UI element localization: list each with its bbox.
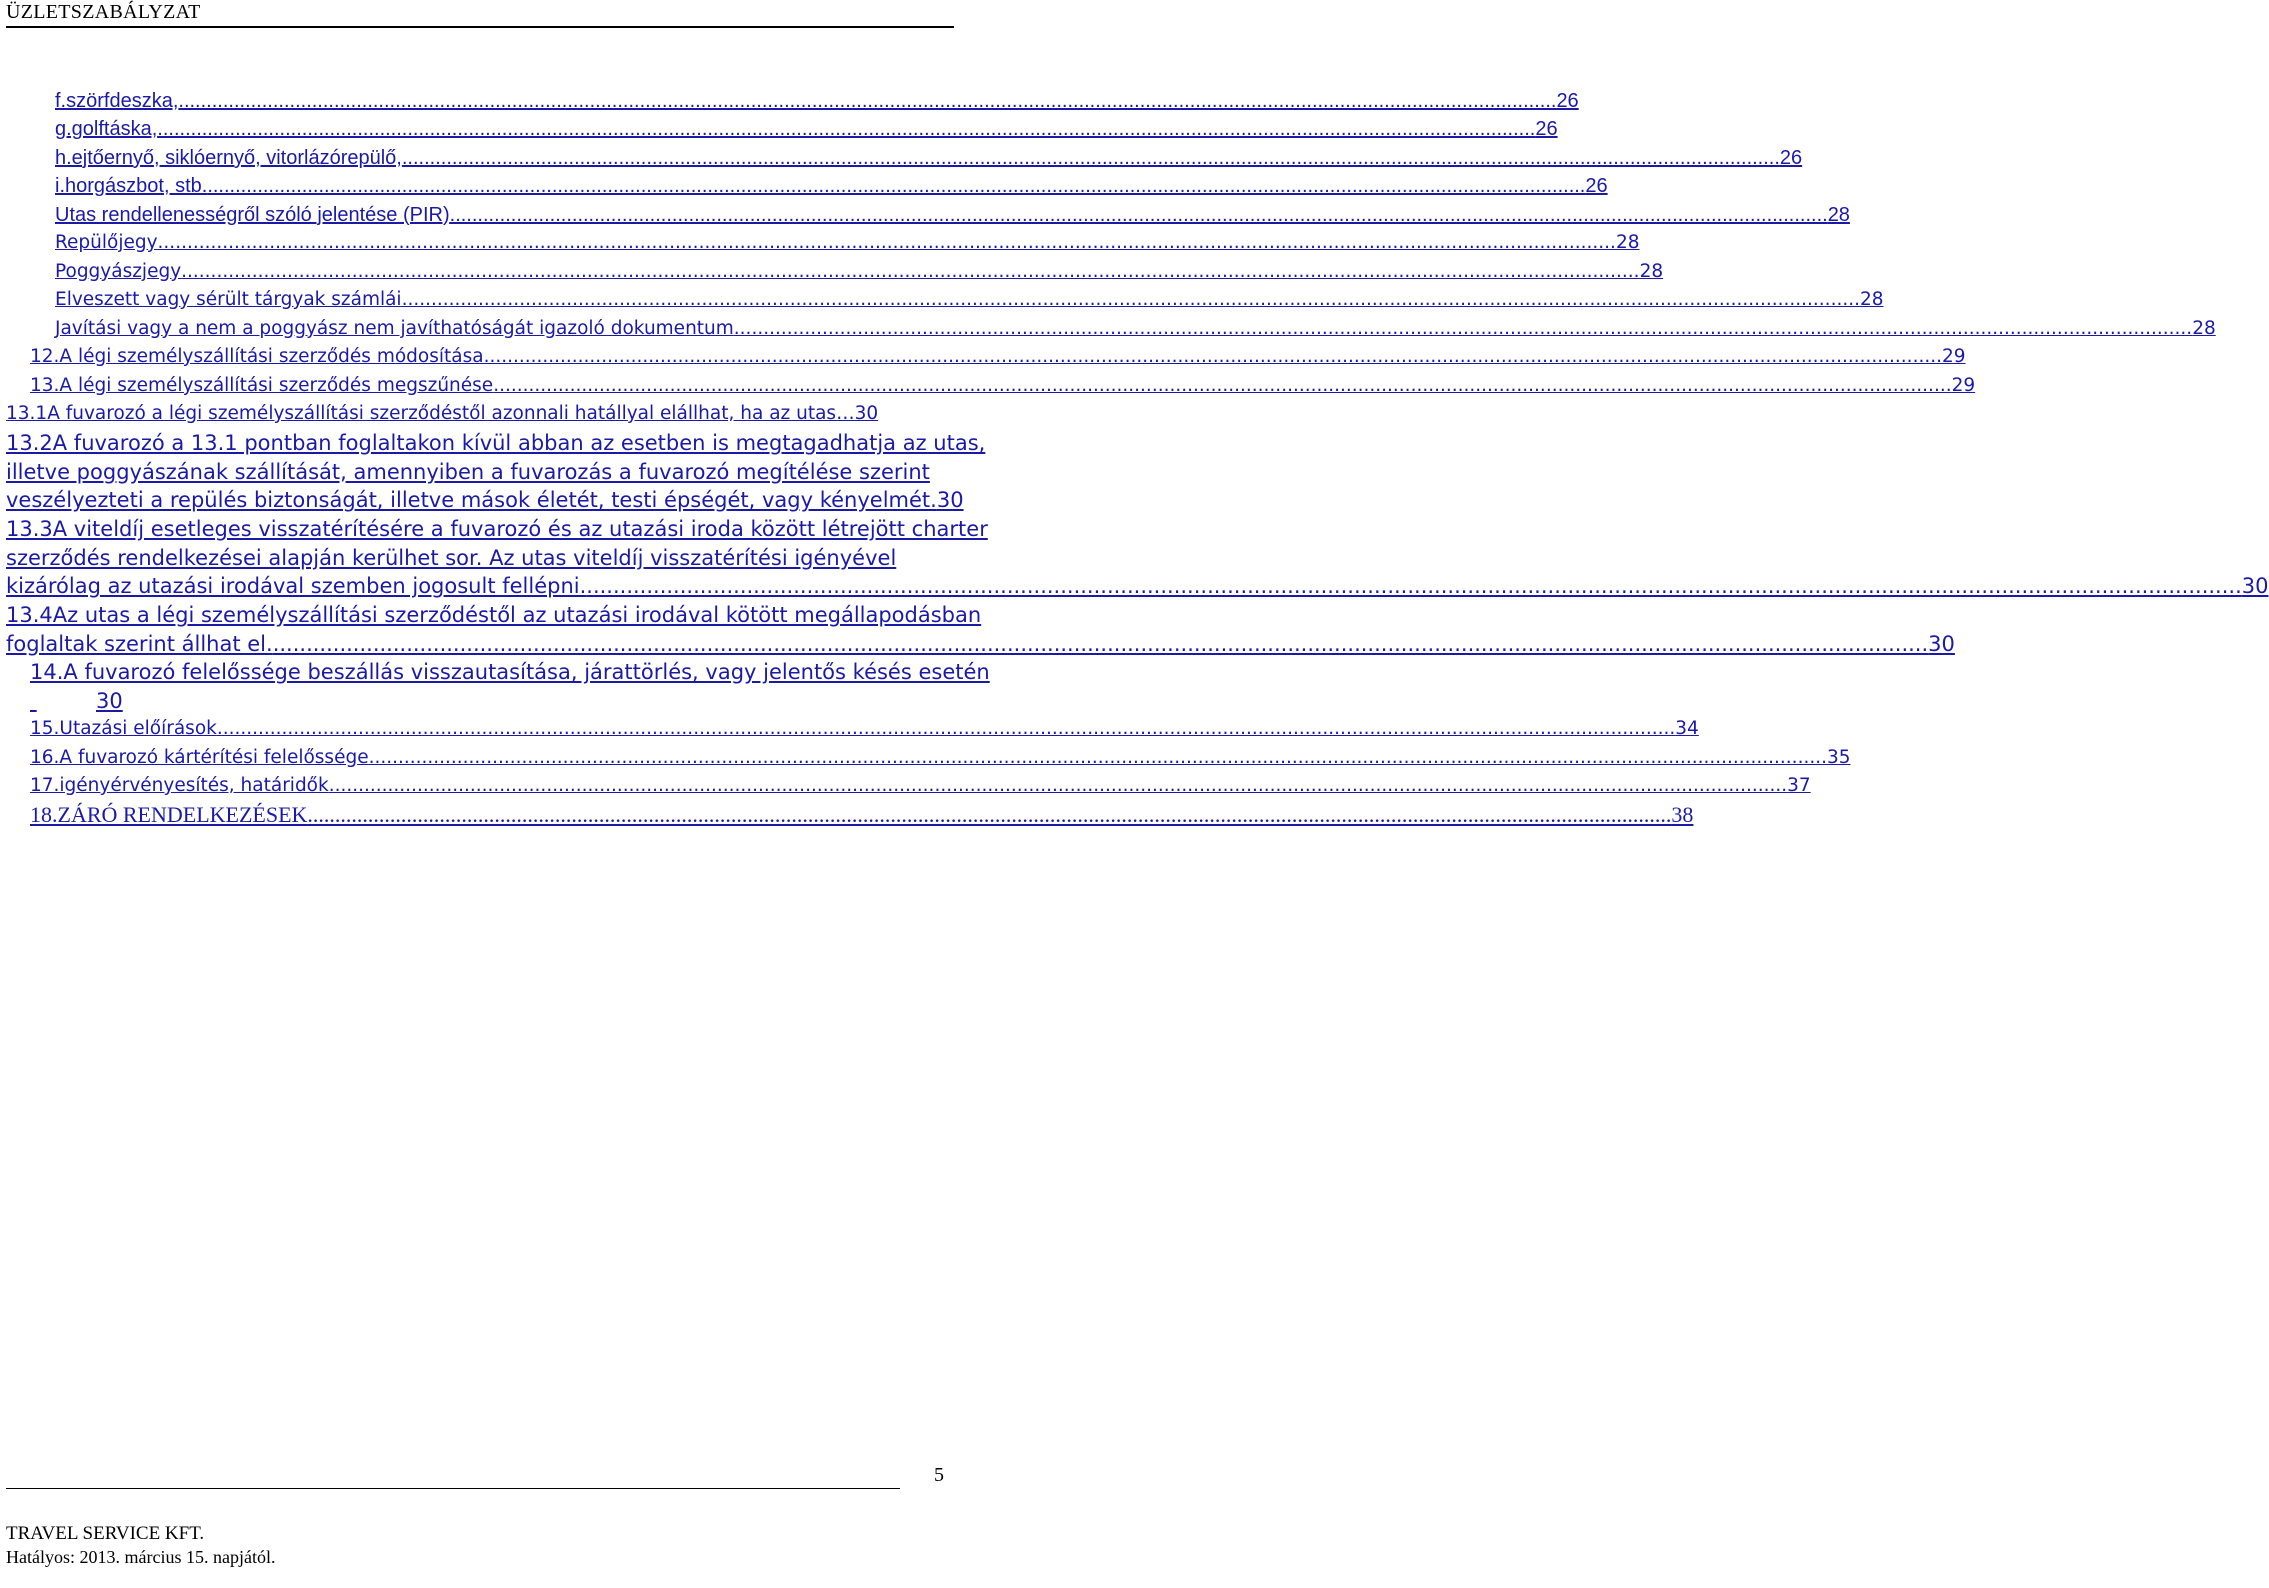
toc-entry-page: 35	[1826, 747, 1851, 768]
toc-entry-page: 26	[1556, 90, 1579, 112]
toc-entry-title: f.szörfdeszka,	[55, 90, 179, 112]
toc-entry-title: Javítási vagy a nem a poggyász nem javíthatóságát igazoló dokumentum	[55, 318, 734, 339]
toc-entry-page: 30	[96, 688, 123, 713]
toc-entry-page: 30	[854, 403, 879, 424]
toc-entry[interactable]	[30, 372, 1976, 400]
toc-entry[interactable]	[55, 229, 1640, 257]
toc-entry-page: 26	[1779, 147, 1803, 169]
toc-entry-title: h.ejtőernyő, siklóernyő, vitorlázórepülő,	[55, 147, 402, 169]
toc-entry[interactable]	[55, 258, 1664, 286]
toc-entry[interactable]	[30, 715, 1699, 743]
document-title: ÜZLETSZABÁLYZAT	[6, 1, 201, 23]
page-header	[6, 0, 954, 28]
toc-entry-page: 28	[1639, 261, 1664, 282]
toc-entry-13-4[interactable]	[6, 601, 1955, 658]
toc-entry-13-3[interactable]	[6, 515, 2269, 601]
toc-entry-page: 26	[1535, 118, 1558, 140]
toc-entry-title: 13.A légi személyszállítási szerződés megszűnése	[30, 375, 494, 396]
toc-entry-page: 28	[1615, 232, 1640, 253]
toc-entry-line: 14.A fuvarozó felelőssége beszállás visszautasítása, járattörlés, vagy jelentős késés esetén	[30, 660, 990, 684]
toc-entry-14[interactable]	[30, 658, 990, 715]
toc-entry-title: 18.ZÁRÓ RENDELKEZÉSEK	[30, 802, 308, 827]
toc-entry-line: 13.3A viteldíj esetleges visszatérítésére a fuvarozó és az utazási iroda között létrejött charter	[6, 517, 988, 541]
toc-entry-line: foglaltak szerint állhat el.	[6, 631, 273, 656]
toc-entry-page: 28	[2192, 318, 2216, 339]
toc-entry-title: 13.1A fuvarozó a légi személyszállítási szerződéstől azonnali hatállyal elállhat, ha az utas	[6, 403, 837, 424]
toc-entry-page: 30	[2241, 574, 2269, 599]
toc-entry[interactable]	[55, 286, 1884, 314]
toc-entry-page: 38	[1671, 802, 1694, 827]
toc-entry-13-2[interactable]	[6, 429, 986, 515]
toc-entry-line: veszélyezteti a repülés biztonságát, illetve mások életét, testi épségét, vagy kényelmét.	[6, 488, 937, 513]
toc-entry-page: 30	[936, 488, 964, 513]
footer-effective-date: Hatályos: 2013. március 15. napjától.	[6, 1547, 276, 1567]
toc-entry-title: i.horgászbot, stb.	[55, 175, 208, 197]
toc-entry-title: 12.A légi személyszállítási szerződés módosítása	[30, 346, 484, 367]
toc-entry-line: szerződés rendelkezései alapján kerülhet sor. Az utas viteldíj visszatérítési igényével	[6, 545, 897, 570]
toc-entry[interactable]	[55, 144, 1803, 172]
toc-entry[interactable]	[55, 201, 1850, 229]
toc-entry-page: 28	[1827, 204, 1850, 226]
toc-entry-page: 34	[1675, 718, 1699, 739]
toc-entry-page: 30	[1928, 631, 1955, 656]
toc-entry[interactable]: 13.1A fuvarozó a légi személyszállítási szerződéstől azonnali hatállyal elállhat, ha az utas … 30	[6, 400, 945, 428]
toc-entry-page: 29	[1941, 346, 1966, 367]
toc-entry-page: 28	[1859, 289, 1884, 310]
toc-entry-line: 13.4Az utas a légi személyszállítási szerződéstől az utazási irodával kötött megállapodásban	[6, 603, 982, 627]
toc-entry-title: g.golftáska,	[55, 118, 158, 140]
toc-entry[interactable]	[30, 744, 1851, 772]
toc-entry-title: Repülőjegy	[55, 232, 158, 253]
toc-entry-line: illetve poggyászának szállítását, amennyiben a fuvarozás a fuvarozó megítélése szerint	[6, 459, 930, 484]
toc-entry[interactable]	[55, 315, 2216, 343]
toc-entry-title: 16.A fuvarozó kártérítési felelőssége	[30, 747, 369, 768]
toc-entry-page: 26	[1585, 175, 1608, 197]
toc-entry[interactable]	[55, 115, 1558, 143]
toc-entry-title: Utas rendellenességről szóló jelentése (PIR)	[55, 204, 450, 226]
toc-entry-title: 15.Utazási előírások	[30, 718, 217, 739]
toc-entry[interactable]	[30, 343, 1966, 371]
toc-entry[interactable]	[30, 801, 1694, 829]
toc-entry-title: 17.igényérvényesítés, határidők	[30, 775, 329, 796]
toc-entry[interactable]	[55, 87, 1579, 115]
toc-entry-page: 37	[1787, 775, 1811, 796]
toc-entry-line: 13.2A fuvarozó a 13.1 pontban foglaltakon kívül abban az esetben is megtagadhatja az utas,	[6, 431, 986, 455]
toc-entry-page: 29	[1951, 375, 1976, 396]
toc-entry-title: Elveszett vagy sérült tárgyak számlái	[55, 289, 402, 310]
toc-entry[interactable]	[30, 772, 1811, 800]
footer-divider	[6, 1488, 900, 1489]
toc-entry[interactable]	[55, 172, 1608, 200]
toc-entry-line: kizárólag az utazási irodával szemben jogosult fellépni.	[6, 574, 587, 599]
footer-company: TRAVEL SERVICE KFT.	[6, 1523, 205, 1544]
toc-entry-title: Poggyászjegy	[55, 261, 182, 282]
page-number: 5	[934, 1464, 944, 1486]
